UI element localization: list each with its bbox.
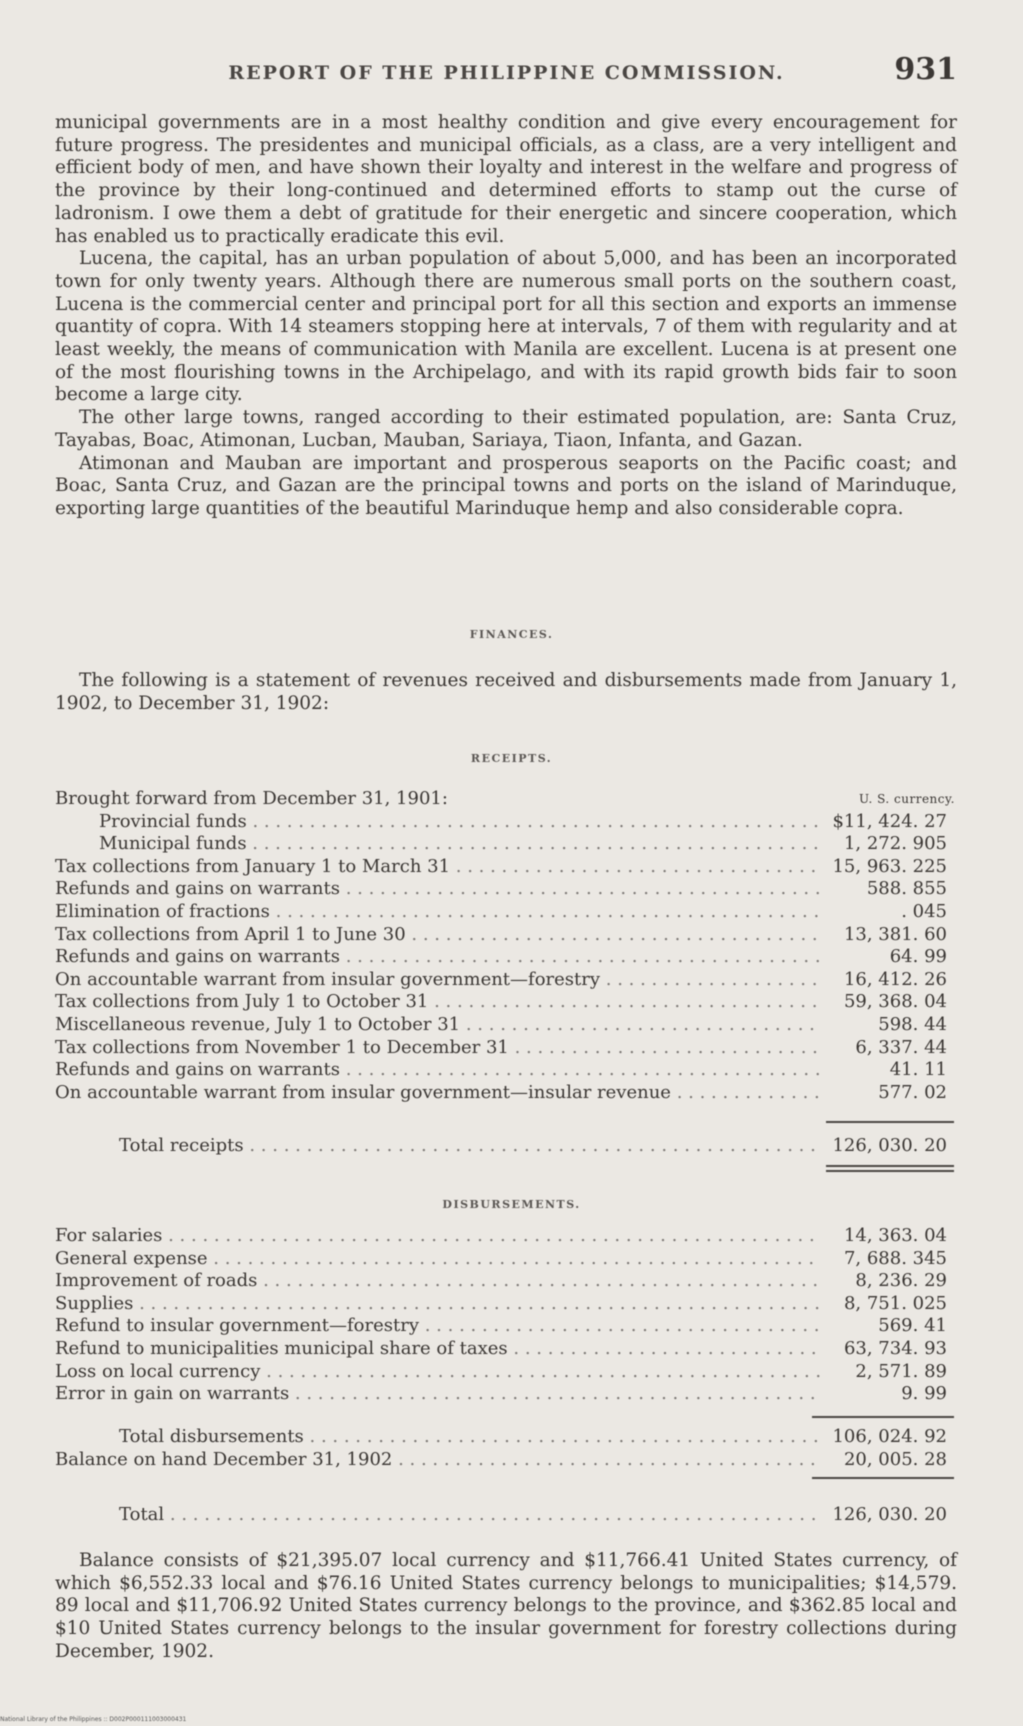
table-row [55,1293,955,1316]
balance-label: Balance on hand December 31, 1902 . . . [55,1449,820,1472]
receipts-heading: RECEIPTS. [470,752,553,765]
table-row [55,1315,955,1338]
row-label: Refunds and gains on warrants . . . [55,878,820,901]
row-label: Refund to insular government—forestry . . . [55,1315,820,1338]
table-row [55,991,955,1014]
brought-forward-label: Brought forward from December 31, 1901: [55,788,448,809]
subtotal-rule [812,1416,954,1418]
row-amount: 15, 963. 225 [832,855,947,877]
table-row [55,1248,955,1271]
scan-footer: National Library of the Philippines :: D002P000111003000431 [0,1716,187,1723]
table-row [55,1338,955,1361]
row-label: Tax collections from January 1 to March 31 . . . [55,856,820,879]
row-label: Tax collections from November 1 to December 31 . . . [55,1037,820,1060]
total-receipts-amount: 126, 030. 20 [832,1135,947,1156]
row-amount: 16, 412. 26 [843,968,947,990]
row-amount: 588. 855 [866,878,947,900]
table-row [55,1037,955,1060]
row-amount: 6, 337. 44 [855,1036,947,1058]
row-amount: 41. 11 [889,1059,947,1081]
row-label: Supplies . . . [55,1293,820,1316]
paragraph-large-towns: The other large towns, ranged according to their estimated population, are: Santa Cruz, Tayabas, Boac, Atimonan, Lucban, Mauban, Sariaya, Tiaon, Infanta, and Gazan. [55,407,957,451]
receipts-total [55,1135,955,1158]
disbursements-table [55,1225,955,1406]
row-amount: 14, 363. 04 [843,1225,947,1246]
disbursements-totals [55,1426,955,1471]
row-amount: $11, 424. 27 [832,810,947,832]
disbursements-heading: DISBURSEMENTS. [442,1198,581,1211]
total-disbursements-row [55,1426,955,1449]
balance-note: Balance consists of $21,395.07 local currency and $11,766.41 United States currency, of which $6,552.33 local and $76.16 United States currency belongs to municipalities; $14,579. 89 local and $11,706.92 United States currency belongs to the province, and $362.85 local and $10 United States currency belongs to the insular government for forestry collections during December, 1902. [55,1550,957,1662]
row-label: Loss on local currency . . . [55,1361,820,1384]
double-rule-top [826,1165,954,1167]
row-amount: 8, 236. 29 [855,1270,947,1292]
table-row [55,969,955,992]
grand-total-label: Total . . . [119,1504,820,1527]
grand-total [55,1504,955,1527]
total-receipts-label: Total receipts . . . [119,1135,820,1158]
row-amount: . 045 [901,900,947,922]
row-label: Miscellaneous revenue, July 1 to October 31 . . . [55,1014,820,1037]
table-row [55,833,955,856]
table-row [55,924,955,947]
paragraph-lucena: Lucena, the capital, has an urban population of about 5,000, and has been an incorporated town for only twenty years. Although there are numerous small ports on the southern coast, Lucena is the commercial center and principal port for all this section and exports an immense quantity of copra. With 14 steamers stopping here at intervals, 7 of them with regularity and at least weekly, the means of communication with Manila are excellent. Lucena is at present one of the most flourishing towns in the Archipelago, and with its rapid growth bids fair to soon become a large city. [55,248,957,406]
page-header [56,52,957,92]
table-row [55,1014,955,1037]
row-amount: 9. 99 [901,1383,947,1405]
row-label: Tax collections from April 1 to June 30 . . . [55,924,820,947]
table-row [55,1225,955,1248]
row-label: Error in gain on warrants . . . [55,1383,820,1406]
currency-header: U. S. currency. [858,792,955,806]
body-text [55,112,957,521]
table-row [55,811,955,834]
row-amount: 1, 272. 905 [843,833,947,855]
total-disbursements-amount: 106, 024. 92 [832,1426,947,1447]
row-label: General expense . . . [55,1248,820,1271]
row-amount: 7, 688. 345 [843,1247,947,1269]
grand-total-row [55,1504,955,1527]
finances-heading: FINANCES. [469,628,554,641]
receipts-header-row [55,788,955,811]
grand-total-rule [812,1477,954,1479]
row-label: For salaries . . . [55,1225,820,1248]
finances-intro-block [55,670,957,715]
total-rule [826,1121,954,1123]
row-label: On accountable warrant from insular government—insular revenue . . . [55,1082,820,1105]
balance-amount: 20, 005. 28 [843,1448,947,1470]
table-row [55,856,955,879]
running-title: REPORT OF THE PHILIPPINE COMMISSION. [228,62,785,84]
total-receipts-row [55,1135,955,1158]
table-row [55,1383,955,1406]
page-number: 931 [894,52,957,87]
table-row [55,878,955,901]
row-label: Elimination of fractions . . . [55,901,820,924]
row-amount: 598. 44 [878,1013,947,1035]
balance-row [55,1449,955,1472]
table-row [55,1059,955,1082]
row-label: On accountable warrant from insular government—forestry . . . [55,969,820,992]
balance-note-block [55,1550,957,1664]
row-label: Refunds and gains on warrants . . . [55,946,820,969]
row-amount: 2, 571. 89 [855,1360,947,1382]
row-amount: 63, 734. 93 [843,1337,947,1359]
receipts-table [55,788,955,1104]
total-disbursements-label: Total disbursements . . . [119,1426,820,1449]
row-label: Provincial funds . . . [99,811,820,834]
paragraph-municipal: municipal governments are in a most healthy condition and give every encouragement for future progress. The presidentes and municipal officials, as a class, are a very intelligent and efficient body of men, and have shown their loyalty and interest in the welfare and progress of the province by their long-continued and determined efforts to stamp out the curse of ladronism. I owe them a debt of gratitude for their energetic and sincere cooperation, which has enabled us to practically eradicate this evil. [55,112,957,247]
row-amount: 64. 99 [889,946,947,968]
finances-intro: The following is a statement of revenues received and disbursements made from January 1, 1902, to December 31, 1902: [55,670,957,714]
row-label: Refunds and gains on warrants . . . [55,1059,820,1082]
row-label: Improvement of roads . . . [55,1270,820,1293]
row-amount: 569. 41 [878,1315,947,1337]
table-row [55,901,955,924]
row-label: Municipal funds . . . [99,833,820,856]
double-rule-bottom [826,1170,954,1172]
row-amount: 8, 751. 025 [843,1292,947,1314]
row-label: Tax collections from July 1 to October 31 . . . [55,991,820,1014]
row-label: Refund to municipalities municipal share of taxes . . . [55,1338,820,1361]
row-amount: 59, 368. 04 [843,991,947,1013]
table-row [55,1361,955,1384]
row-amount: 577. 02 [878,1081,947,1103]
table-row [55,946,955,969]
paragraph-seaports: Atimonan and Mauban are important and prosperous seaports on the Pacific coast; and Boac, Santa Cruz, and Gazan are the principal towns and ports on the island of Marinduque, exporting large quantities of the beautiful Marinduque hemp and also considerable copra. [55,452,957,519]
row-amount: 13, 381. 60 [843,923,947,945]
table-row [55,1082,955,1105]
table-row [55,1270,955,1293]
grand-total-amount: 126, 030. 20 [832,1504,947,1525]
